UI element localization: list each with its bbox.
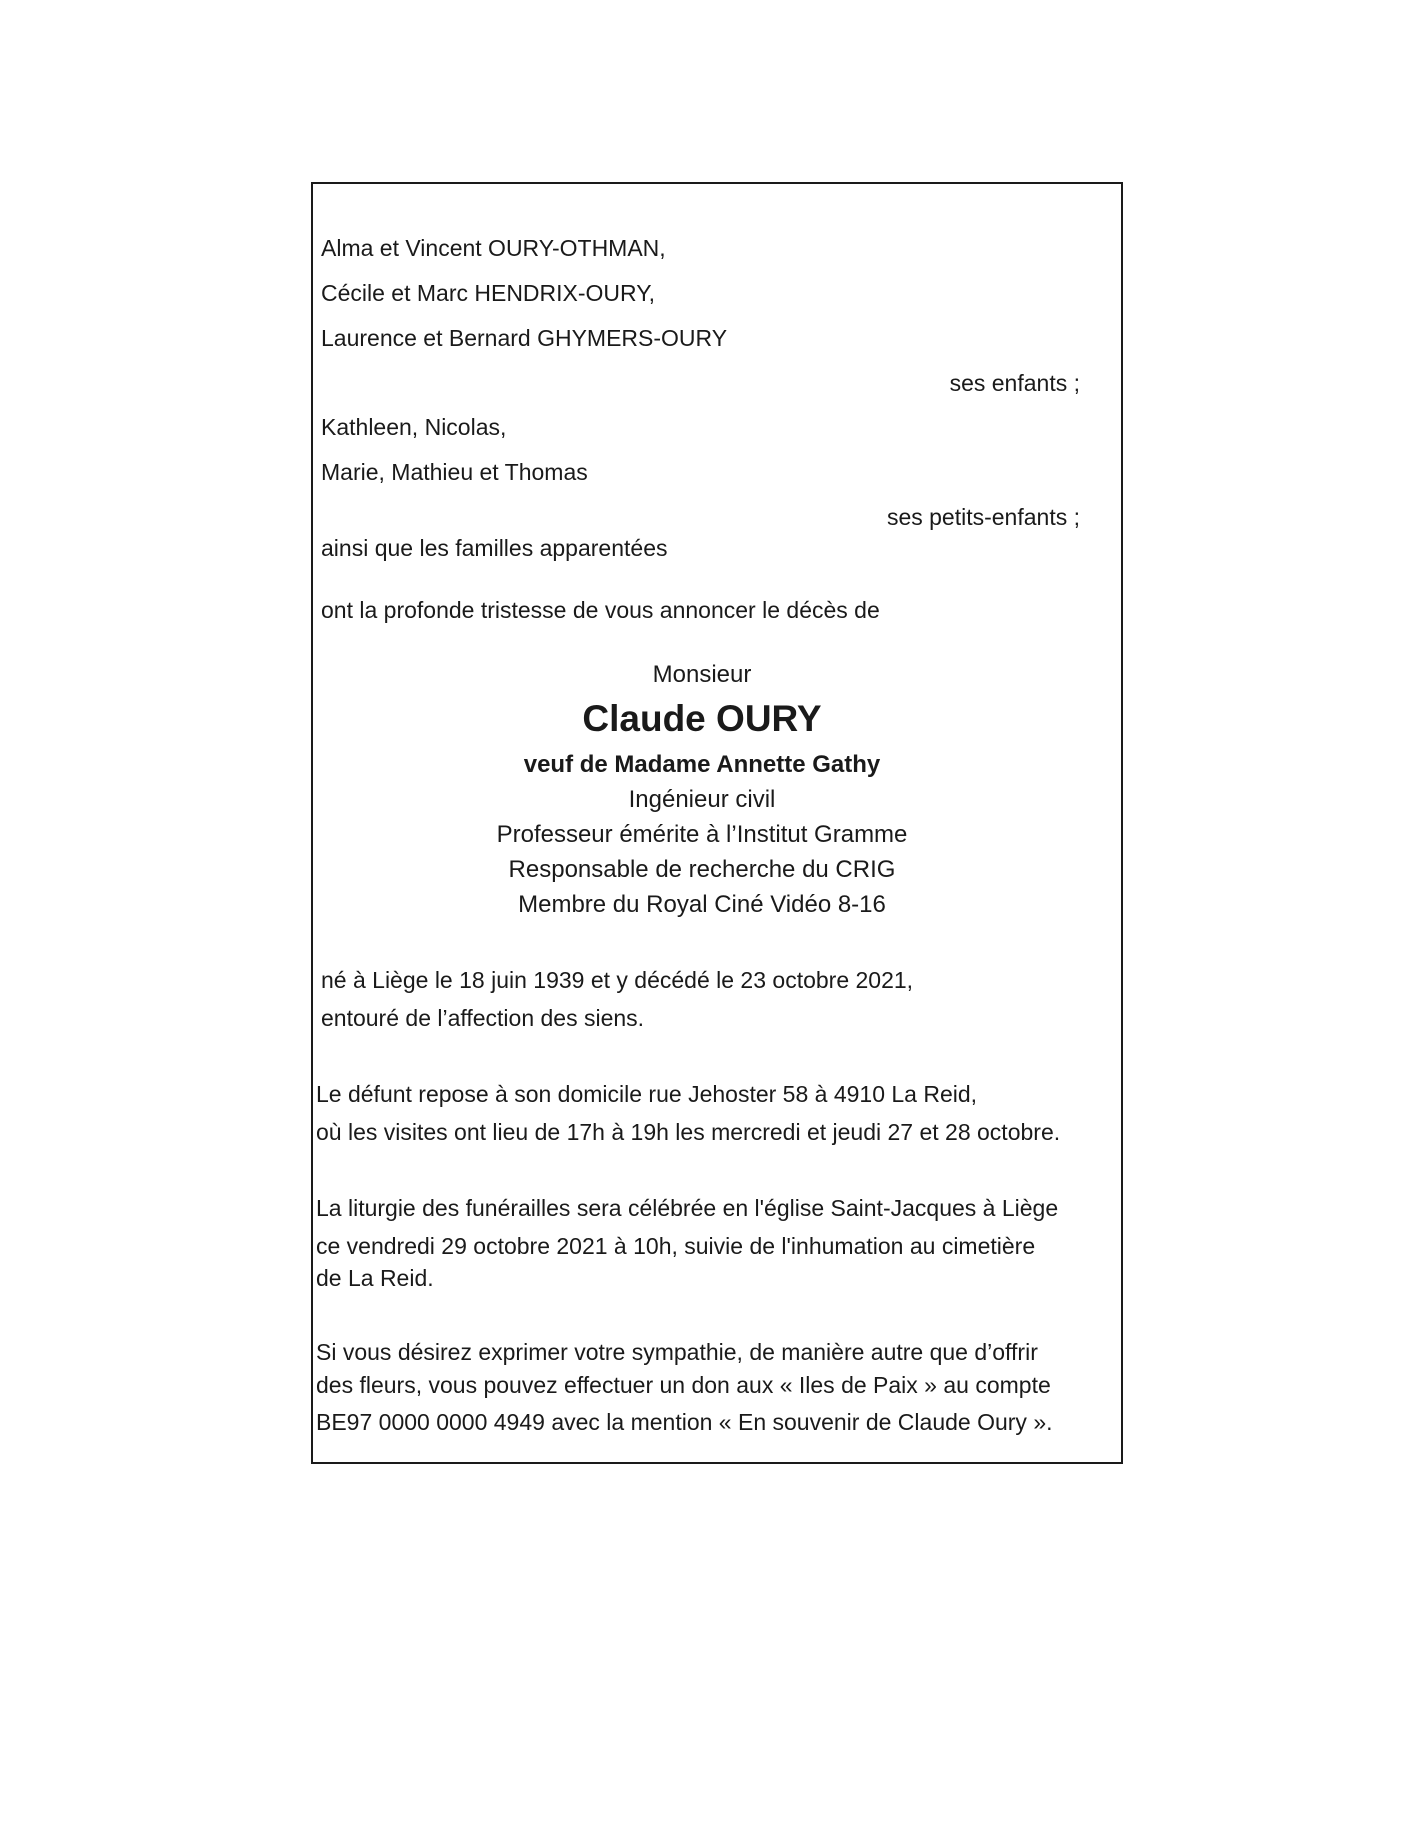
children-label: ses enfants ; bbox=[949, 370, 1080, 396]
announcement-line: ont la profonde tristesse de vous annoncer le décès de bbox=[321, 597, 880, 623]
funeral-line-3: de La Reid. bbox=[316, 1265, 434, 1291]
title-line-1: Ingénieur civil bbox=[628, 786, 776, 813]
title-line-2: Professeur émérite à l’Institut Gramme bbox=[496, 821, 908, 848]
title-line-3: Responsable de recherche du CRIG bbox=[508, 856, 896, 883]
child-line-1: Alma et Vincent OURY-OTHMAN, bbox=[321, 235, 666, 261]
widower-line: veuf de Madame Annette Gathy bbox=[523, 751, 881, 778]
visitation-line-2: où les visites ont lieu de 17h à 19h les mercredi et jeudi 27 et 28 octobre. bbox=[316, 1119, 1061, 1145]
birth-death-line-1: né à Liège le 18 juin 1939 et y décédé le 23 octobre 2021, bbox=[321, 967, 914, 993]
birth-death-line-2: entouré de l’affection des siens. bbox=[321, 1005, 645, 1031]
relatives-line: ainsi que les familles apparentées bbox=[321, 535, 668, 561]
honorific: Monsieur bbox=[652, 661, 752, 688]
child-line-2: Cécile et Marc HENDRIX-OURY, bbox=[321, 280, 656, 306]
donation-line-1: Si vous désirez exprimer votre sympathie, de manière autre que d’offrir bbox=[316, 1339, 1038, 1365]
donation-line-3: BE97 0000 0000 4949 avec la mention « En souvenir de Claude Oury ». bbox=[316, 1409, 1053, 1435]
funeral-line-2: ce vendredi 29 octobre 2021 à 10h, suivie de l'inhumation au cimetière bbox=[316, 1233, 1036, 1259]
grandchildren-label: ses petits-enfants ; bbox=[886, 504, 1080, 530]
title-line-4: Membre du Royal Ciné Vidéo 8-16 bbox=[518, 891, 886, 918]
grandchild-line-1: Kathleen, Nicolas, bbox=[321, 414, 507, 440]
visitation-line-1: Le défunt repose à son domicile rue Jehoster 58 à 4910 La Reid, bbox=[316, 1081, 978, 1107]
child-line-3: Laurence et Bernard GHYMERS-OURY bbox=[321, 325, 728, 351]
grandchild-line-2: Marie, Mathieu et Thomas bbox=[321, 459, 588, 485]
deceased-name: Claude OURY bbox=[582, 698, 822, 739]
funeral-line-1: La liturgie des funérailles sera célébrée en l'église Saint-Jacques à Liège bbox=[316, 1195, 1059, 1221]
donation-line-2: des fleurs, vous pouvez effectuer un don aux « Iles de Paix » au compte bbox=[316, 1372, 1051, 1398]
